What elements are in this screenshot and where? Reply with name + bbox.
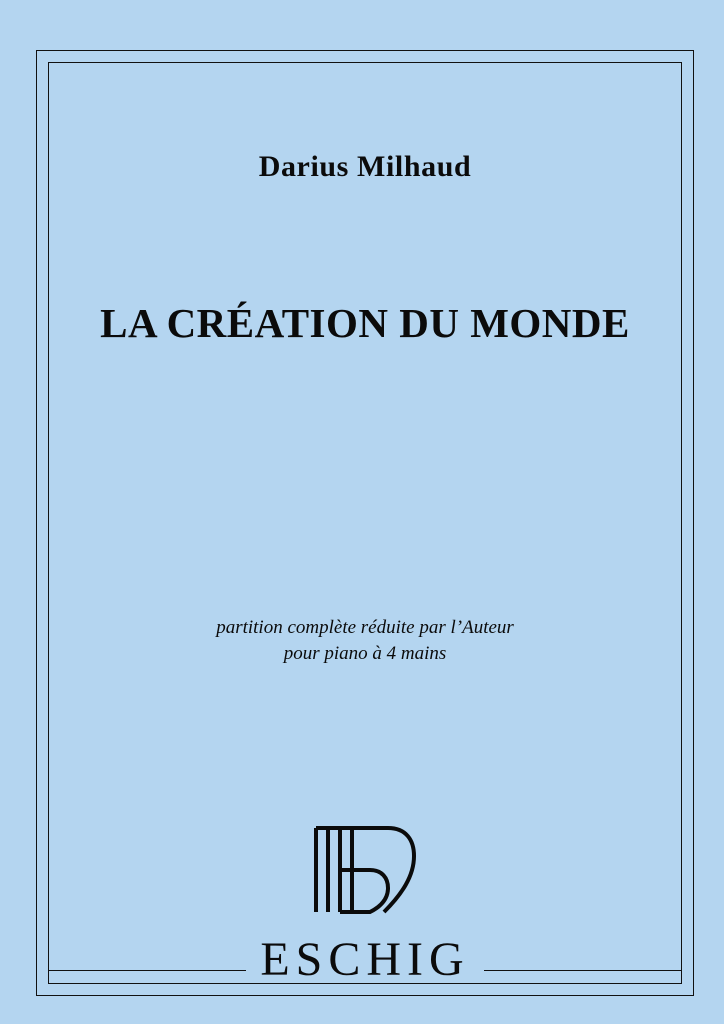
subtitle-block [48,615,682,667]
publisher-logo [48,824,682,916]
composer-name: Darius Milhaud [258,150,472,183]
eschig-monogram-icon [310,824,420,916]
work-title: LA CRÉATION DU MONDE [100,300,630,346]
publisher-name: ESCHIG [260,933,470,986]
cover-content [48,62,682,984]
subtitle-line-2: pour piano à 4 mains [283,643,447,664]
subtitle-line-1: partition complète réduite par l’Auteur [216,617,514,638]
